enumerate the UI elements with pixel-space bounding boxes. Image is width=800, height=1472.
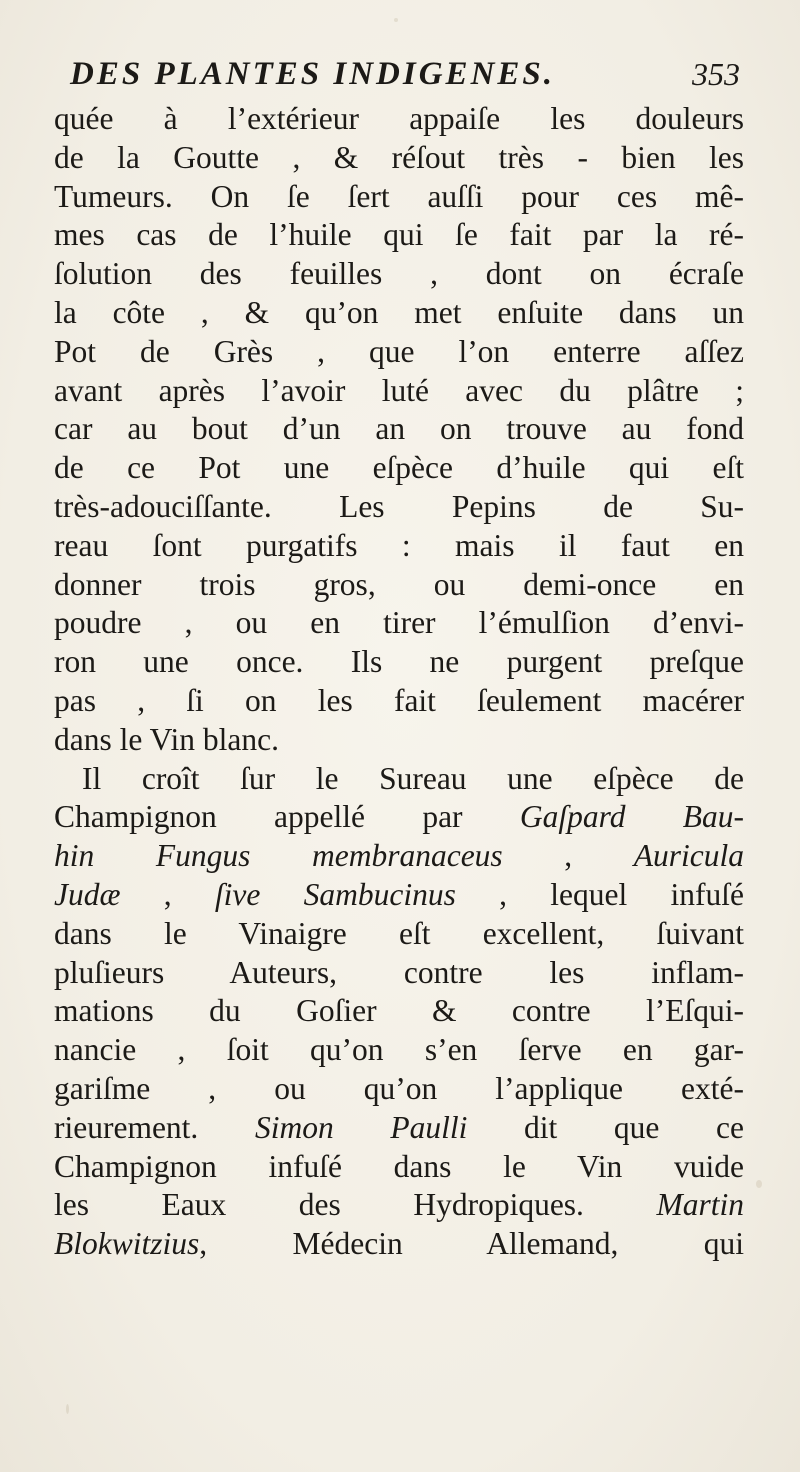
- text-line: dans le Vin blanc.: [54, 721, 279, 757]
- text-line: de ce Pot une eſpèce d’huile qui eſt: [54, 450, 744, 486]
- text-line: Judæ , ſive Sambucinus , lequel infuſé: [54, 876, 744, 912]
- text-line: pas , ſi on les fait ſeulement macérer: [54, 682, 744, 718]
- text-line: ſolution des feuilles , dont on écraſe: [54, 256, 744, 292]
- text-line: pluſieurs Auteurs, contre les inflam-: [54, 954, 744, 990]
- paragraph-start-line: Il croît ſur le Sureau une eſpèce de: [82, 760, 744, 796]
- text-line: Blokwitzius, Médecin Allemand, qui: [54, 1226, 744, 1262]
- text-line: Champignon infuſé dans le Vin vuide: [54, 1148, 744, 1184]
- page-number: 353: [692, 56, 740, 92]
- text-line: Champignon appellé par Gaſpard Bau-: [54, 799, 744, 835]
- text-line: mations du Goſier & contre l’Eſqui-: [54, 993, 744, 1029]
- text-line: avant après l’avoir luté avec du plâtre ;: [54, 372, 744, 408]
- text-line: gariſme , ou qu’on l’applique exté-: [54, 1070, 744, 1106]
- text-line: poudre , ou en tirer l’émulſion d’envi-: [54, 605, 744, 641]
- text-line: mes cas de l’huile qui ſe fait par la ré-: [54, 217, 744, 253]
- text-line: très-adouciſſante. Les Pepins de Su-: [54, 488, 744, 524]
- paper-smudge: [66, 1404, 69, 1414]
- running-head: DES PLANTES INDIGENES.: [70, 56, 556, 92]
- text-line: nancie , ſoit qu’on s’en ſerve en gar-: [54, 1032, 744, 1068]
- page-header: [70, 56, 740, 106]
- paper-smudge: [394, 18, 398, 22]
- text-line: quée à l’extérieur appaiſe les douleurs: [54, 101, 744, 136]
- text-line: Tumeurs. On ſe ſert auſſi pour ces mê-: [54, 178, 744, 214]
- body-text: [54, 100, 744, 1264]
- text-line: la côte , & qu’on met enſuite dans un: [54, 294, 744, 330]
- text-line: Pot de Grès , que l’on enterre aſſez: [54, 333, 744, 369]
- paper-smudge: [756, 1180, 762, 1188]
- text-line: car au bout d’un an on trouve au fond: [54, 411, 744, 447]
- text-line: ron une once. Ils ne purgent preſque: [54, 644, 744, 680]
- text-line: les Eaux des Hydropiques. Martin: [54, 1187, 744, 1223]
- text-line: reau ſont purgatifs : mais il faut en: [54, 527, 744, 563]
- text-line: donner trois gros, ou demi-once en: [54, 566, 744, 602]
- text-line: dans le Vinaigre eſt excellent, ſuivant: [54, 915, 744, 951]
- text-line: hin Fungus membranaceus , Auricula: [54, 838, 744, 874]
- text-line: rieurement. Simon Paulli dit que ce: [54, 1109, 744, 1145]
- text-line: de la Goutte , & réſout très - bien les: [54, 139, 744, 175]
